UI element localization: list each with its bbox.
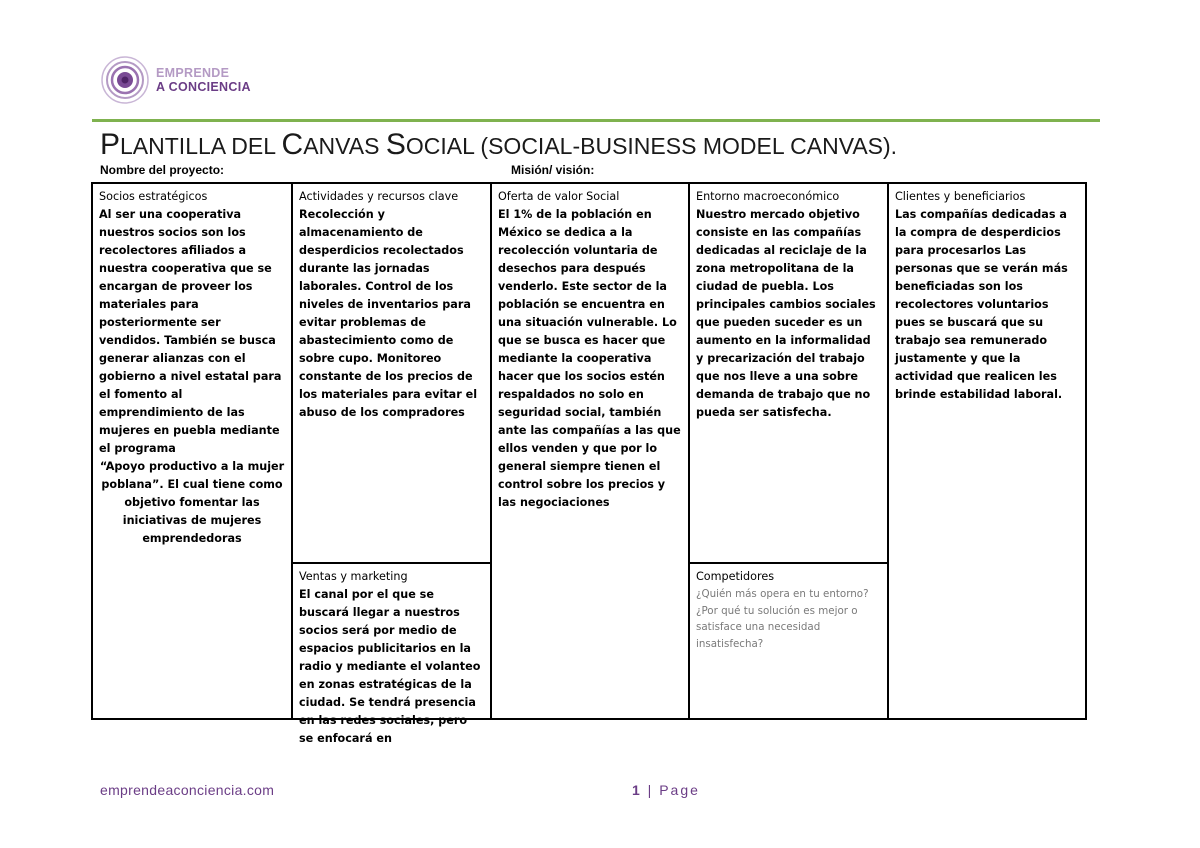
cell-ventas-marketing [293, 564, 490, 745]
cell-body: Recolección y almacenamiento de desperdicios recolectados durante las jornadas laborales. Control de los niveles de inventarios para evitar problemas de abastecimiento como de sobre cupo. Monitoreo constante de los precios de los materiales para evitar el abuso de los compradores [299, 208, 478, 419]
cell-oferta-valor [492, 184, 688, 718]
header-divider [92, 119, 1100, 122]
cell-title: Socios estratégicos [99, 190, 208, 203]
cell-actividades-recursos [293, 184, 490, 562]
cell-body: Las compañías dedicadas a la compra de desperdicios para procesarlos Las personas que se verán más beneficiadas son los recolectores voluntarios pues se buscará que su trabajo sea remunerado justamente y que la actividad que realicen les brinde estabilidad laboral. [895, 208, 1068, 401]
project-name-label: Nombre del proyecto: [100, 163, 225, 177]
cell-competidores [690, 564, 887, 718]
logo-line1: EMPRENDE [156, 66, 230, 80]
mission-vision-label: Misión/ visión: [511, 163, 595, 177]
cell-title: Ventas y marketing [299, 570, 408, 583]
cell-body-centered: “Apoyo productivo a la mujer poblana”. El cual tiene como objetivo fomentar las iniciativas de mujeres emprendedoras [99, 460, 285, 545]
cell-body: El 1% de la población en México se dedica a la recolección voluntaria de desechos para después venderlo. Este sector de la población se encuentra en una situación vulnerable. Lo que se busca es hacer que mediante la cooperativa hacer que los socios estén respaldados no solo en seguridad social, también ante las compañías a las que ellos venden y que por lo general siempre tienen el control sobre los precios y las negociaciones [498, 208, 681, 509]
brand-logo [100, 54, 270, 106]
cell-title: Actividades y recursos clave [299, 190, 459, 203]
cell-body: El canal por el que se buscará llegar a nuestros socios será por medio de espacios publicitarios en la radio y mediante el volanteo en zonas estratégicas de la ciudad. Se tendrá presencia en las redes sociales, pero se enfocará en [299, 588, 481, 745]
social-canvas-table [91, 182, 1087, 745]
footer-website: emprendeaconciencia.com [100, 782, 275, 798]
cell-title: Clientes y beneficiarios [895, 190, 1026, 203]
page-title: PLANTILLA DEL CANVAS SOCIAL (SOCIAL-BUSINESS MODEL CANVAS). [100, 128, 898, 161]
cell-clientes-beneficiarios [889, 184, 1085, 718]
cell-title: Entorno macroeconómico [696, 190, 840, 203]
footer-page-number [632, 782, 700, 798]
logo-line2: A CONCIENCIA [156, 80, 251, 94]
flower-logo-icon [100, 55, 150, 105]
cell-socios-estrategicos [93, 184, 291, 718]
cell-placeholder: ¿Quién más opera en tu entorno? ¿Por qué tu solución es mejor o satisface una necesidad insatisfecha? [696, 588, 869, 650]
cell-title: Competidores [696, 570, 775, 583]
page-number: 1 [632, 782, 642, 798]
cell-body: Nuestro mercado objetivo consiste en las compañías dedicadas al reciclaje de la zona metropolitana de la ciudad de puebla. Los principales cambios sociales que pueden suceder es un aumento en la informalidad y precarización del trabajo que nos lleve a una sobre demanda de trabajo que no pueda ser satisfecha. [696, 208, 876, 419]
cell-title: Oferta de valor Social [498, 190, 620, 203]
page-word: | Page [641, 782, 700, 798]
cell-entorno-macroeconomico [690, 184, 887, 562]
cell-body: Al ser una cooperativa nuestros socios son los recolectores afiliados a nuestra cooperativa que se encargan de proveer los materiales para posteriormente ser vendidos. También se busca generar alianzas con el gobierno a nivel estatal para el fomento al emprendimiento de las mujeres en puebla mediante el programa [99, 208, 282, 455]
